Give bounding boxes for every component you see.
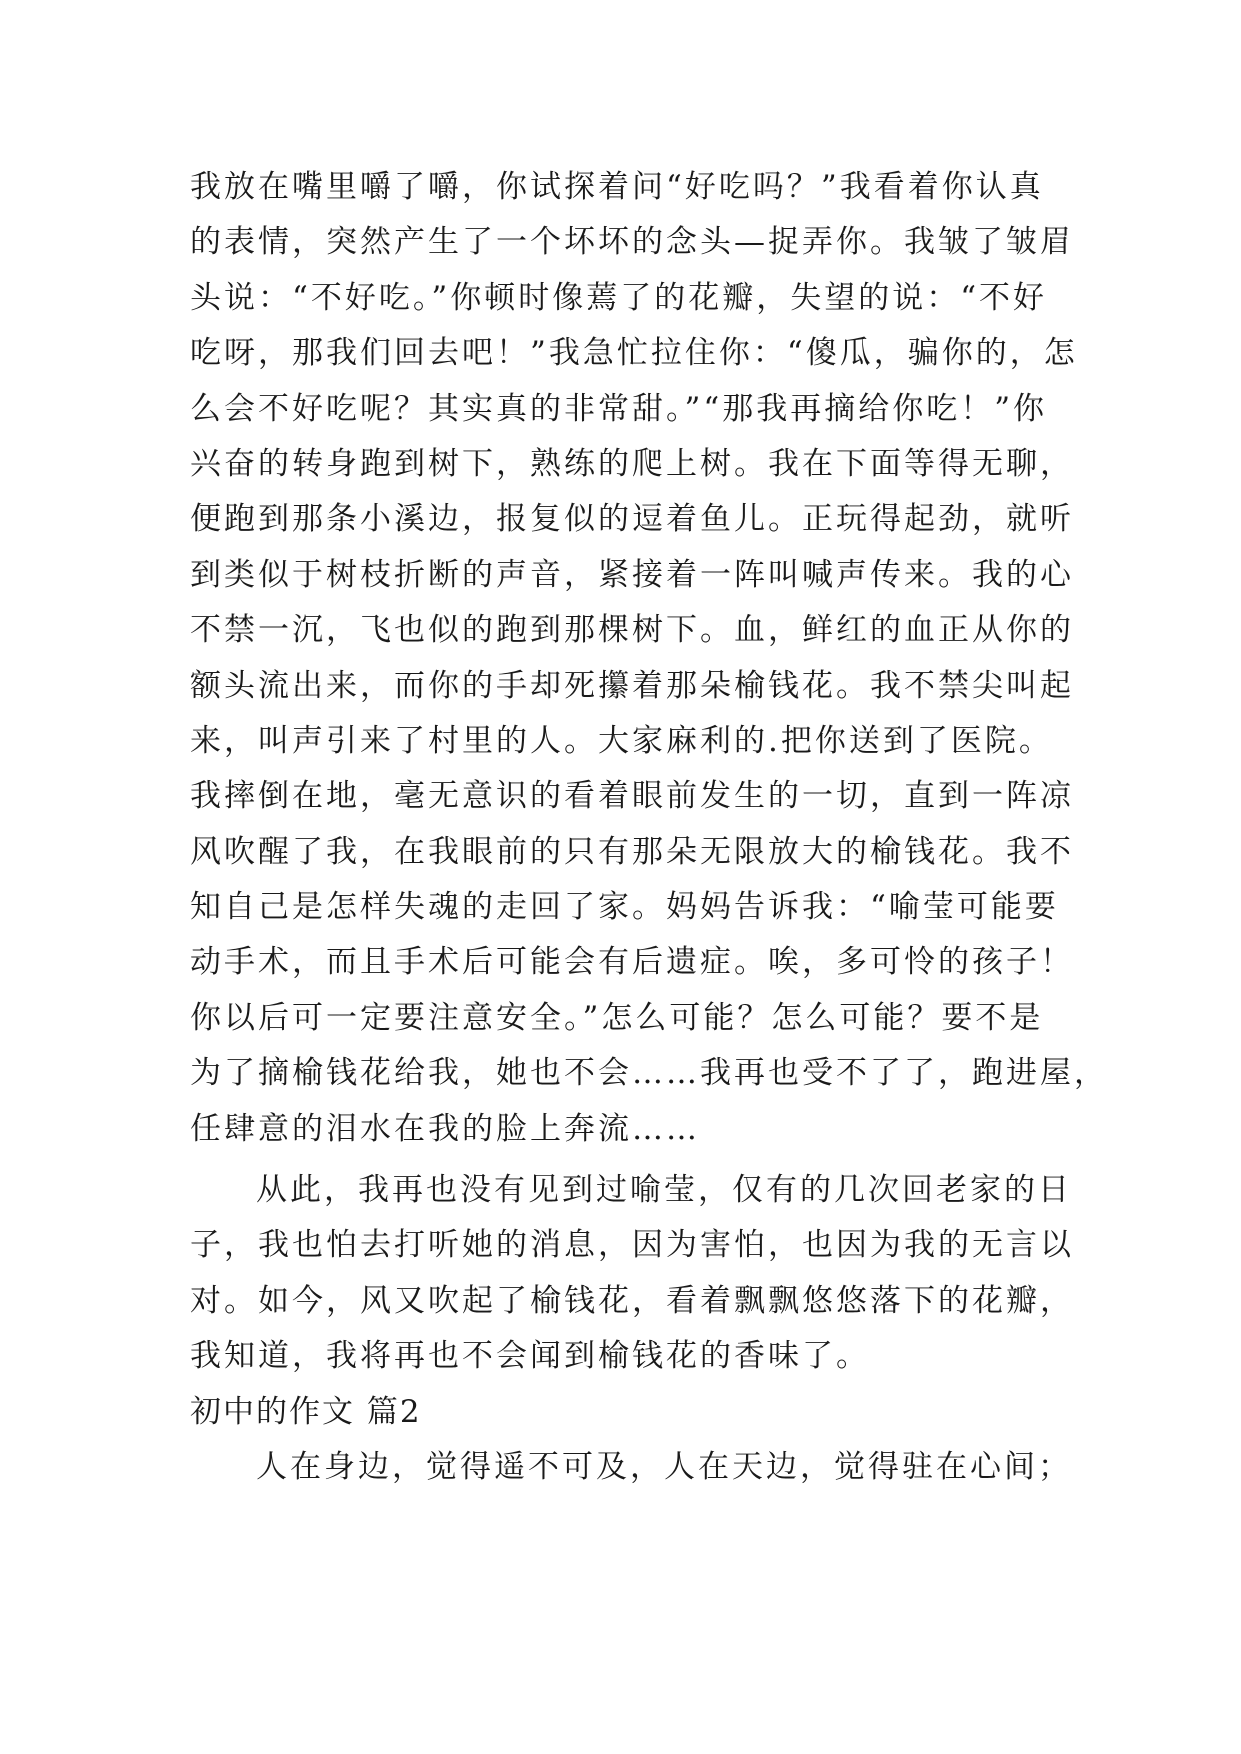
text-line: 么会不好吃呢？其实真的非常甜。”“那我再摘给你吃！”你 <box>190 390 1048 427</box>
text-line: 的表情，突然产生了一个坏坏的念头—捉弄你。我皱了皱眉 <box>190 224 1074 261</box>
text-line: 为了摘榆钱花给我，她也不会……我再也受不了了，跑进屋， <box>190 1055 1108 1092</box>
text-line: 子，我也怕去打听她的消息，因为害怕，也因为我的无言以 <box>190 1227 1074 1264</box>
text-line: 到类似于树枝折断的声音，紧接着一阵叫喊声传来。我的心 <box>190 556 1074 593</box>
text-line: 我知道，我将再也不会闻到榆钱花的香味了。 <box>190 1338 870 1375</box>
text-line: 知自己是怎样失魂的走回了家。妈妈告诉我：“喻莹可能要 <box>190 889 1059 926</box>
section-heading: 初中的作文 篇2 <box>190 1393 422 1430</box>
text-line: 兴奋的转身跑到树下，熟练的爬上树。我在下面等得无聊， <box>190 445 1074 482</box>
text-line: 不禁一沉，飞也似的跑到那棵树下。血，鲜红的血正从你的 <box>190 612 1074 649</box>
text-line: 人在身边，觉得遥不可及，人在天边，觉得驻在心间； <box>256 1448 1072 1485</box>
text-line: 对。如今，风又吹起了榆钱花，看着飘飘悠悠落下的花瓣， <box>190 1282 1074 1319</box>
paragraph-next-essay <box>190 1440 1070 1495</box>
text-line: 头说：“不好吃。”你顿时像蔫了的花瓣，失望的说：“不好 <box>190 279 1048 316</box>
paragraph-story <box>190 160 1108 1157</box>
text-line: 额头流出来，而你的手却死攥着那朵榆钱花。我不禁尖叫起 <box>190 667 1074 704</box>
text-line: 任肆意的泪水在我的脸上奔流…… <box>190 1110 700 1147</box>
text-line: 吃呀，那我们回去吧！”我急忙拉住你：“傻瓜，骗你的，怎 <box>190 335 1078 372</box>
text-line: 我放在嘴里嚼了嚼，你试探着问“好吃吗？”我看着你认真 <box>190 169 1044 205</box>
text-line: 风吹醒了我，在我眼前的只有那朵无限放大的榆钱花。我不 <box>190 833 1074 870</box>
paragraph-ending <box>190 1163 1074 1385</box>
text-line: 便跑到那条小溪边，报复似的逗着鱼儿。正玩得起劲，就听 <box>190 501 1074 538</box>
text-line: 我摔倒在地，毫无意识的看着眼前发生的一切，直到一阵凉 <box>190 778 1074 815</box>
text-line: 你以后可一定要注意安全。”怎么可能？怎么可能？要不是 <box>190 999 1044 1036</box>
essay-body <box>190 160 1108 1495</box>
text-line: 来，叫声引来了村里的人。大家麻利的.把你送到了医院。 <box>190 722 1053 759</box>
text-line: 动手术，而且手术后可能会有后遗症。唉，多可怜的孩子！ <box>190 944 1074 981</box>
text-line: 从此，我再也没有见到过喻莹，仅有的几次回老家的日 <box>256 1172 1072 1209</box>
